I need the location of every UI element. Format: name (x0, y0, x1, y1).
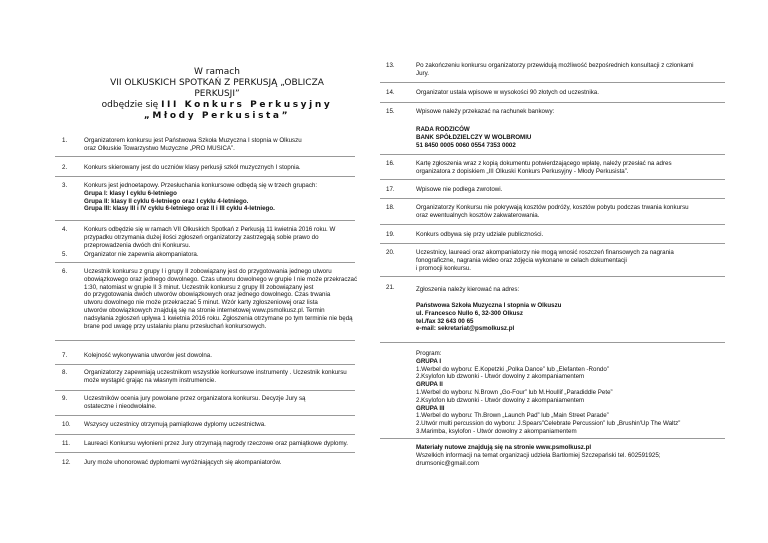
item-text (416, 249, 674, 272)
item-text (84, 182, 317, 213)
item-line: nadsyłania zgłoszeń upływa 1 kwietnia 2016 roku. Zgłoszenia otrzymane po tym terminie nie będą (84, 314, 353, 322)
item-number: 1. (62, 137, 68, 144)
item-line: Organizator nie zapewnia akompaniatora. (84, 251, 199, 258)
item-line: przeprowadzenia dwóch dni Konkursu. (84, 241, 191, 249)
item-line: Organizatorzy zapewniają uczestnikom wszystkie konkursowe instrumenty . Uczestnik konkursu (84, 369, 347, 376)
item-text (84, 459, 281, 467)
divider (380, 243, 725, 244)
item-line: Jury może uhonorować dyplomami wyróżniających się akompaniatorów. (84, 459, 282, 466)
divider (380, 198, 725, 199)
item-number: 6. (62, 268, 68, 275)
item-line: utworu dowolnego nie może przekraczać 5 minut. Wzór karty zgłoszeniowej oraz lista (84, 299, 318, 307)
item-number: 15. (386, 108, 395, 115)
header-line-4: „Młody Perkusista” (143, 111, 291, 121)
item-line: ostateczne i nieodwołalne. (84, 402, 157, 410)
bank-account-block (416, 126, 531, 149)
divider (380, 342, 725, 343)
item-line: fonograficzne, nagrania wideo oraz zdjęcia wykonane w celach dokumentacji (416, 256, 627, 264)
item-text (416, 204, 689, 220)
item-text (84, 369, 347, 385)
item-line: Kartę zgłoszenia wraz z kopią dokumentu potwierdzającego wpłatę, należy przesłać na adres (416, 160, 672, 167)
program-line: 2.Ksylofon lub dzwonki - Utwór dowolny z akompaniamentem (416, 396, 585, 404)
divider (55, 176, 355, 177)
divider (55, 220, 355, 221)
item-line: Organizatorzy Konkursu nie pokrywają kosztów podróży, kosztów pobytu podczas trwania konkursu (416, 204, 689, 211)
item-number: 4. (62, 226, 68, 233)
divider (55, 156, 355, 157)
item-line: Grupa I: klasy I cyklu 6-letniego (84, 189, 177, 197)
item-line: Wszyscy uczestnicy otrzymują pamiątkowe dyplomy uczestnictwa. (84, 421, 266, 428)
item-line: Organizatorem konkursu jest Państwowa Szkoła Muzyczna I stopnia w Olkuszu (84, 137, 302, 144)
item-line: może wystąpić grając na własnym instrumencie. (84, 376, 217, 384)
item-line: Laureaci Konkursu wyłonieni przez Jury otrzymają nagrody rzeczowe oraz pamiątkowe dyplomy. (84, 440, 349, 447)
item-number: 12. (62, 459, 71, 466)
item-text (84, 251, 199, 259)
item-text (84, 164, 301, 172)
item-line: Konkurs skierowany jest do uczniów klasy perkusji szkół muzycznych I stopnia. (84, 164, 301, 171)
program-line: GRUPA II (416, 381, 443, 389)
item-text (84, 395, 305, 411)
item-line: Zgłoszenia należy kierować na adres: (416, 286, 520, 293)
item-text (416, 108, 554, 116)
item-number: 7. (62, 352, 68, 359)
address-block (416, 302, 561, 333)
item-line: 1:30, natomiast w grupie II 3 minut. Uczestnik konkursu z grupy III zobowiązany jest (84, 283, 314, 291)
item-line: Organizator ustala wpisowe w wysokości 90 złotych od uczestnika. (416, 89, 599, 96)
header-line-3-prefix: odbędzie się (101, 100, 159, 110)
item-line: przypadku otrzymania dużej ilości zgłoszeń organizatorzy zastrzegają sobie prawo do (84, 233, 319, 241)
item-number: 19. (386, 231, 395, 238)
item-text (84, 440, 348, 448)
materials-block (416, 444, 661, 467)
divider (55, 415, 355, 416)
item-text (84, 137, 302, 153)
header-line-3-bold: III Konkurs Perkusyjny (161, 100, 333, 110)
item-number: 5. (62, 251, 68, 258)
program-line: 1.Werbel do wyboru: E.Kopetzki „Polka Dance” lub „Elefanten -Rondo” (416, 365, 609, 373)
item-number: 16. (386, 160, 395, 167)
header-line-2: VII OLKUSKICH SPOTKAŃ Z PERKUSJĄ „OBLICZA PERKUSJI” (110, 78, 324, 99)
divider (380, 179, 725, 180)
item-line: 51 8450 0005 0060 0554 7353 0002 (416, 141, 516, 149)
program-line: 1.Werbel do wyboru: Th.Brown „Launch Pad” lub „Main Street Parade” (416, 412, 609, 420)
divider (55, 390, 355, 391)
item-number: 21. (386, 284, 395, 291)
item-line: Wpisowe należy przekazać na rachunek bankowy: (416, 108, 555, 115)
materials-line: drumsonic@gmail.com (416, 459, 480, 467)
program-block (416, 350, 680, 436)
divider (55, 364, 355, 365)
item-number: 11. (62, 440, 71, 447)
item-line: do przygotowania dwóch utworów obowiązkowych oraz jednego dowolnego. Czas trwania (84, 291, 331, 299)
divider (380, 82, 725, 83)
item-line: Uczestników ocenia jury powołane przez organizatora konkursu. Decyzje Jury są (84, 395, 306, 402)
item-line: Jury. (416, 69, 429, 77)
item-text (416, 286, 519, 294)
item-line: e-mail: sekretariat@psmolkusz.pl (416, 325, 515, 333)
header-line-1: W ramach (194, 67, 240, 77)
item-text (416, 186, 502, 194)
item-line: Grupa III: klasy III i IV cyklu 6-letniego oraz II i III cyklu 4-letniego. (84, 205, 275, 213)
item-line: Wpisowe nie podlega zwrotowi. (416, 186, 503, 193)
item-text (84, 226, 335, 249)
item-line: utworów obowiązkowych znajdują się na stronie internetowej www.psmolkusz.pl. Termin (84, 306, 325, 314)
item-text (416, 89, 599, 97)
item-number: 14. (386, 89, 395, 96)
item-line: Grupa II: klasy II cyklu 6-letniego oraz I cyklu 4-letniego. (84, 197, 249, 205)
divider (55, 434, 355, 435)
item-line: ul. Francesco Nullo 6, 32-300 Olkusz (416, 309, 523, 317)
materials-line: Wszelkich informacji na temat organizacji udziela Bartłomiej Szczepański tel. 602591925; (416, 451, 661, 459)
item-line: Uczestnik konkursu z grupy I i grupy II zobowiązany jest do przygotowania jednego utworu (84, 268, 332, 275)
item-text (416, 231, 543, 239)
item-line: i promocji konkursu. (416, 264, 472, 272)
header-line-3 (97, 100, 337, 111)
item-line: BANK SPÓŁDZIELCZY W WOLBROMIU (416, 133, 532, 141)
item-line: Po zakończeniu konkursu organizatorzy przewidują możliwość bezpośrednich konsultacji z członkami (416, 62, 694, 69)
item-line: brane pod uwagę przy ustalaniu planu przesłuchań konkursowych. (84, 322, 267, 330)
item-text (416, 62, 694, 78)
program-line: 2.Utwór multi percussion do wyboru: J.Spears”Celebrate Percussion” lub „Brushin'Up The Waltz” (416, 420, 681, 428)
item-number: 17. (386, 186, 395, 193)
divider (380, 102, 725, 103)
program-line: 3.Marimba, ksylofon - Utwór dowolny z akompaniamentem (416, 427, 577, 435)
item-line: Uczestnicy, laureaci oraz akompaniatorzy nie mogą wnosić roszczeń finansowych za nagrania (416, 249, 674, 256)
program-line: Program: (416, 350, 442, 357)
divider (380, 224, 725, 225)
program-line: 1.Werbel do wyboru: N.Brown „Go-Four” lub M.Houllif „Paradiddle Pete” (416, 388, 613, 396)
item-text (84, 421, 266, 429)
divider (55, 452, 355, 453)
item-line: Konkurs odbędzie się w ramach VII Olkuskich Spotkań z Perkusją 11 kwietnia 2016 roku. W (84, 226, 336, 233)
item-line: organizatora z dopiskiem „III Olkuski Konkurs Perkusyjny - Młody Perkusista”. (416, 167, 629, 175)
item-number: 2. (62, 164, 68, 171)
divider (380, 438, 725, 439)
program-line: GRUPA III (416, 404, 445, 412)
item-line: oraz ewentualnych kosztów zakwaterowania. (416, 211, 540, 219)
item-number: 18. (386, 204, 395, 211)
divider (380, 154, 725, 155)
item-line: Konkurs odbywa się przy udziale publiczności. (416, 231, 544, 238)
item-line: oraz Olkuskie Towarzystwo Muzyczne „PRO MUSICA”. (84, 144, 235, 152)
item-line: Kolejność wykonywania utworów jest dowolna. (84, 352, 212, 359)
program-line: 2.Ksylofon lub dzwonki - Utwór dowolny z akompaniamentem (416, 373, 585, 381)
header-block (97, 67, 337, 122)
item-text (84, 352, 212, 360)
materials-line: Materiały nutowe znajdują się na stronie www.psmolkusz.pl (416, 444, 592, 451)
divider (55, 262, 355, 263)
item-number: 8. (62, 369, 68, 376)
item-line: tel./fax 32 643 00 65 (416, 317, 474, 325)
divider (380, 276, 725, 277)
item-line: obowiązkowego oraz jednego dowolnego. Czas utworu dowolnego w grupie I nie może przekraczać (84, 275, 358, 283)
item-number: 20. (386, 249, 395, 256)
program-line: GRUPA I (416, 357, 442, 365)
item-line: Konkurs jest jednoetapowy. Przesłuchania konkursowe odbędą się w trzech grupach: (84, 182, 318, 189)
item-text (84, 268, 357, 330)
item-line: RADA RODZICÓW (416, 126, 470, 133)
item-text (416, 160, 672, 176)
item-line: Państwowa Szkoła Muzyczna I stopnia w Olkuszu (416, 302, 562, 309)
item-number: 10. (62, 421, 71, 428)
divider (55, 340, 355, 341)
item-number: 9. (62, 395, 68, 402)
item-number: 13. (386, 62, 395, 69)
item-number: 3. (62, 182, 68, 189)
